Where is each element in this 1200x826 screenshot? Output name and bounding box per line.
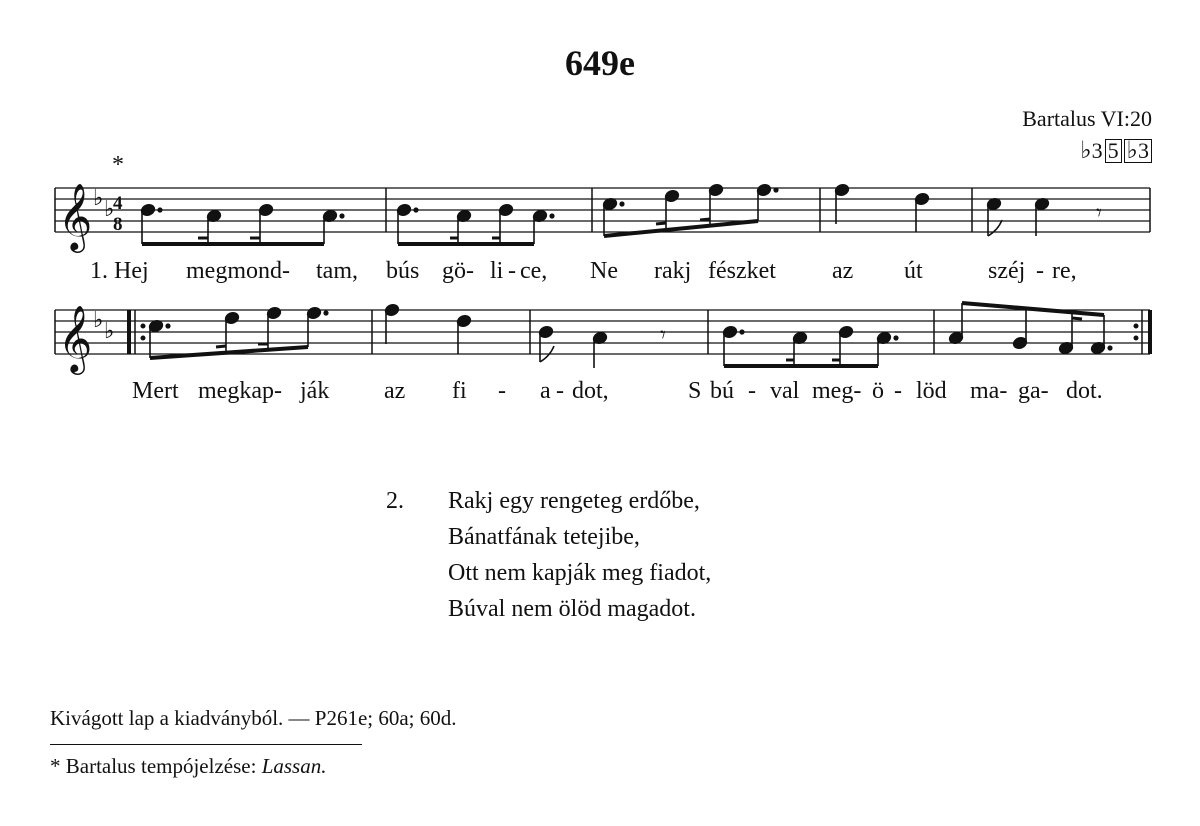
lyric-syllable: re, bbox=[1052, 258, 1077, 284]
eighth-rest-icon: 𝄾 bbox=[1096, 200, 1102, 225]
footnote bbox=[50, 754, 326, 779]
lyric-syllable: megmond- bbox=[186, 258, 290, 284]
footnote-tempo: Lassan. bbox=[261, 754, 327, 778]
lyric-syllable: fi bbox=[452, 378, 467, 404]
lyric-syllable: - bbox=[508, 258, 516, 284]
lyric-syllable: val bbox=[770, 378, 800, 404]
verse-number: 2. bbox=[386, 488, 404, 514]
lyric-syllable: bú bbox=[710, 378, 734, 404]
lyric-syllable: löd bbox=[916, 378, 947, 404]
lyric-syllable: az bbox=[832, 258, 854, 284]
lyric-syllable: meg- bbox=[812, 378, 862, 404]
lyric-syllable: a bbox=[540, 378, 551, 404]
key-flat-icon: ♭ bbox=[93, 185, 104, 210]
lyric-syllable: Ne bbox=[590, 258, 618, 284]
lyric-syllable: ják bbox=[300, 378, 330, 404]
footnote-text: * Bartalus tempójelzése: bbox=[50, 754, 262, 778]
lyric-syllable: - bbox=[556, 378, 564, 404]
lyric-syllable: fészket bbox=[708, 258, 776, 284]
verse-line: Bánatfának tetejibe, bbox=[448, 524, 640, 550]
lyric-syllable: dot. bbox=[1066, 378, 1103, 404]
staff-1 bbox=[55, 188, 1150, 232]
lyric-syllable: ö bbox=[872, 378, 884, 404]
tempo-footnote-mark: * bbox=[112, 152, 124, 178]
lyric-syllable: - bbox=[748, 378, 756, 404]
lyric-syllable: - bbox=[1036, 258, 1044, 284]
treble-clef-icon: 𝄞 bbox=[58, 304, 93, 372]
lyric-syllable: Mert bbox=[132, 378, 179, 404]
measure-5 bbox=[986, 197, 1102, 236]
flat-sign-icon: ♭ bbox=[1080, 138, 1092, 164]
measure-7 bbox=[384, 303, 472, 354]
eighth-rest-icon: 𝄾 bbox=[660, 322, 666, 347]
key-flat-icon: ♭ bbox=[104, 318, 115, 343]
key-flat-icon: ♭ bbox=[93, 307, 104, 332]
footnote-divider bbox=[50, 744, 362, 745]
lyric-syllable: széj bbox=[988, 258, 1026, 284]
page-title: 649e bbox=[565, 43, 635, 83]
verse-line: Rakj egy rengeteg erdőbe, bbox=[448, 488, 700, 514]
lyric-syllable: megkap- bbox=[198, 378, 282, 404]
lyric-syllable: - bbox=[498, 378, 506, 404]
measure-2 bbox=[396, 203, 554, 244]
source-note: Kivágott lap a kiadványból. — P261e; 60a; 60d. bbox=[50, 706, 457, 730]
lyric-syllable: gö- bbox=[442, 258, 474, 284]
lyric-syllable: 1. Hej bbox=[90, 258, 149, 284]
lyric-syllable: az bbox=[384, 378, 406, 404]
lyric-syllable: ce, bbox=[520, 258, 548, 284]
lyric-syllable: dot, bbox=[572, 378, 609, 404]
lyric-syllable: tam, bbox=[316, 258, 358, 284]
lyric-syllable: ma- bbox=[970, 378, 1008, 404]
flat-sign-icon: ♭ bbox=[1126, 138, 1138, 164]
lyric-syllable: rakj bbox=[654, 258, 692, 284]
time-signature-top: 4 bbox=[113, 193, 123, 214]
measure-8 bbox=[538, 322, 666, 368]
time-signature-bottom: 8 bbox=[113, 214, 123, 235]
lyric-syllable: ga- bbox=[1018, 378, 1049, 404]
verse-line: Búval nem ölöd magadot. bbox=[448, 596, 696, 622]
lyric-syllable: S bbox=[688, 378, 702, 404]
measure-4 bbox=[834, 183, 930, 232]
scale-degree-1: 3 bbox=[1091, 138, 1103, 163]
measure-10 bbox=[948, 303, 1112, 355]
lyric-syllable: - bbox=[894, 378, 902, 404]
key-flat-icon: ♭ bbox=[104, 196, 115, 221]
lyric-syllable: li bbox=[490, 258, 504, 284]
measure-9 bbox=[722, 325, 898, 366]
verse-line: Ott nem kapják meg fiadot, bbox=[448, 560, 712, 586]
lyric-syllable: bús bbox=[386, 258, 420, 284]
scale-degree-2: 5 bbox=[1105, 139, 1122, 163]
source-reference: Bartalus VI:20 bbox=[1022, 106, 1152, 131]
treble-clef-icon: 𝄞 bbox=[58, 182, 93, 250]
measure-1 bbox=[140, 203, 344, 244]
lyric-syllable: út bbox=[904, 258, 923, 284]
scale-degree-3: ♭3 bbox=[1124, 139, 1152, 163]
